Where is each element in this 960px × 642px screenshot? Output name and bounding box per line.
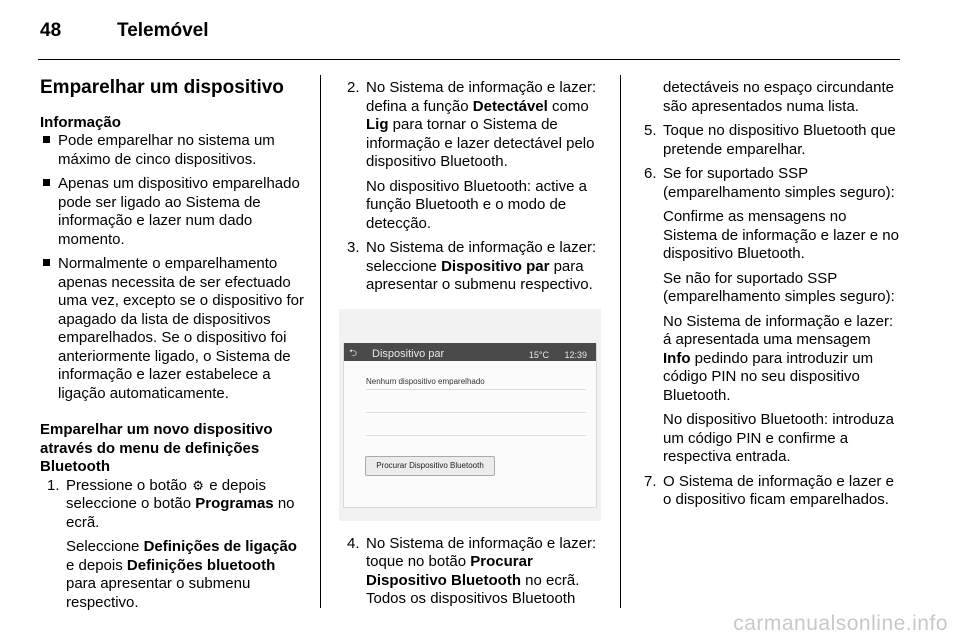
column-3 bbox=[637, 79, 901, 510]
column-1 bbox=[40, 79, 305, 612]
screen-title-bar: ⮌ Dispositivo par 15°C 12:39 bbox=[344, 343, 596, 361]
bullet-square-icon bbox=[43, 136, 50, 143]
back-icon: ⮌ bbox=[349, 347, 358, 359]
step-5: 5. Toque no dispositivo Bluetooth que pretende emparelhar. bbox=[644, 122, 896, 158]
chapter-title: Telemóvel bbox=[117, 20, 209, 41]
section-title: Emparelhar um dispositivo bbox=[40, 77, 284, 98]
step-6: 6. Se for suportado SSP (emparelhamento simples seguro): Confirme as mensagens no Sistema de informação e lazer e no dispositivo Bluetooth. Se não for suportado SSP (emparelhamento simples seguro): No Sistema de informação e lazer: á apresentada uma mensagem Info pedindo para introduzir um código PIN no seu dispositivo Bluetooth. No dispositivo Bluetooth: introduza um código PIN e confirme a respectiva entrada. bbox=[644, 165, 899, 465]
column-divider-2 bbox=[620, 75, 621, 608]
step-3: 3. No Sistema de informação e lazer: seleccione Dispositivo par para apresentar o submenu respectivo. bbox=[347, 239, 597, 293]
step-7: 7. O Sistema de informação e lazer e o dispositivo ficam emparelhados. bbox=[644, 472, 894, 508]
sub-heading: Emparelhar um novo dispositivo através do menu de definições Bluetooth bbox=[40, 421, 273, 475]
info-heading: Informação bbox=[40, 113, 121, 131]
column-2 bbox=[340, 79, 605, 609]
bullet-square-icon bbox=[43, 259, 50, 266]
bullet-item: Pode emparelhar no sistema um máximo de cinco dispositivos. bbox=[40, 132, 305, 169]
step-4: 4. No Sistema de informação e lazer: toque no botão Procurar Dispositivo Bluetooth no ecrã. Todos os dispositivos Bluetooth bbox=[347, 534, 597, 607]
list-divider bbox=[366, 389, 586, 390]
step-4-continued: detectáveis no espaço circundante são apresentados numa lista. bbox=[663, 79, 894, 115]
bullet-square-icon bbox=[43, 179, 50, 186]
step-2: 2. No Sistema de informação e lazer: defina a função Detectável como Lig para tornar o Sistema de informação e lazer detectável pelo dispositivo Bluetooth. No dispositivo Bluetooth: active a função Bluetooth e o modo de detecção. bbox=[347, 79, 597, 232]
list-divider bbox=[366, 412, 586, 413]
search-bluetooth-button[interactable]: Procurar Dispositivo Bluetooth bbox=[365, 456, 495, 476]
screen-message: Nenhum dispositivo emparelhado bbox=[366, 376, 485, 386]
step-1: 1. Pressione o botão ⚙ e depois seleccione o botão Programas no ecrã. Seleccione Definições de ligação e depois Definições bluetooth para apresentar o submenu respectivo. bbox=[47, 476, 297, 611]
watermark: carmanualsonline.info bbox=[733, 612, 948, 635]
list-divider bbox=[366, 435, 586, 436]
column-divider-1 bbox=[320, 75, 321, 608]
screen-illustration bbox=[339, 309, 601, 521]
page-number: 48 bbox=[40, 20, 62, 41]
bullet-item: Normalmente o emparelhamento apenas necessita de ser efectuado uma vez, excepto se o dispositivo for apagado da lista de dispositivos emparelhados. Se o dispositivo foi anteriormente ligado, o Sistema de informação e lazer estabelece a ligação automaticamente. bbox=[40, 255, 305, 403]
header-rule bbox=[38, 59, 900, 60]
settings-icon: ⚙ bbox=[192, 477, 204, 493]
bullet-item: Apenas um dispositivo emparelhado pode ser ligado ao Sistema de informação e lazer num dado momento. bbox=[40, 175, 305, 249]
